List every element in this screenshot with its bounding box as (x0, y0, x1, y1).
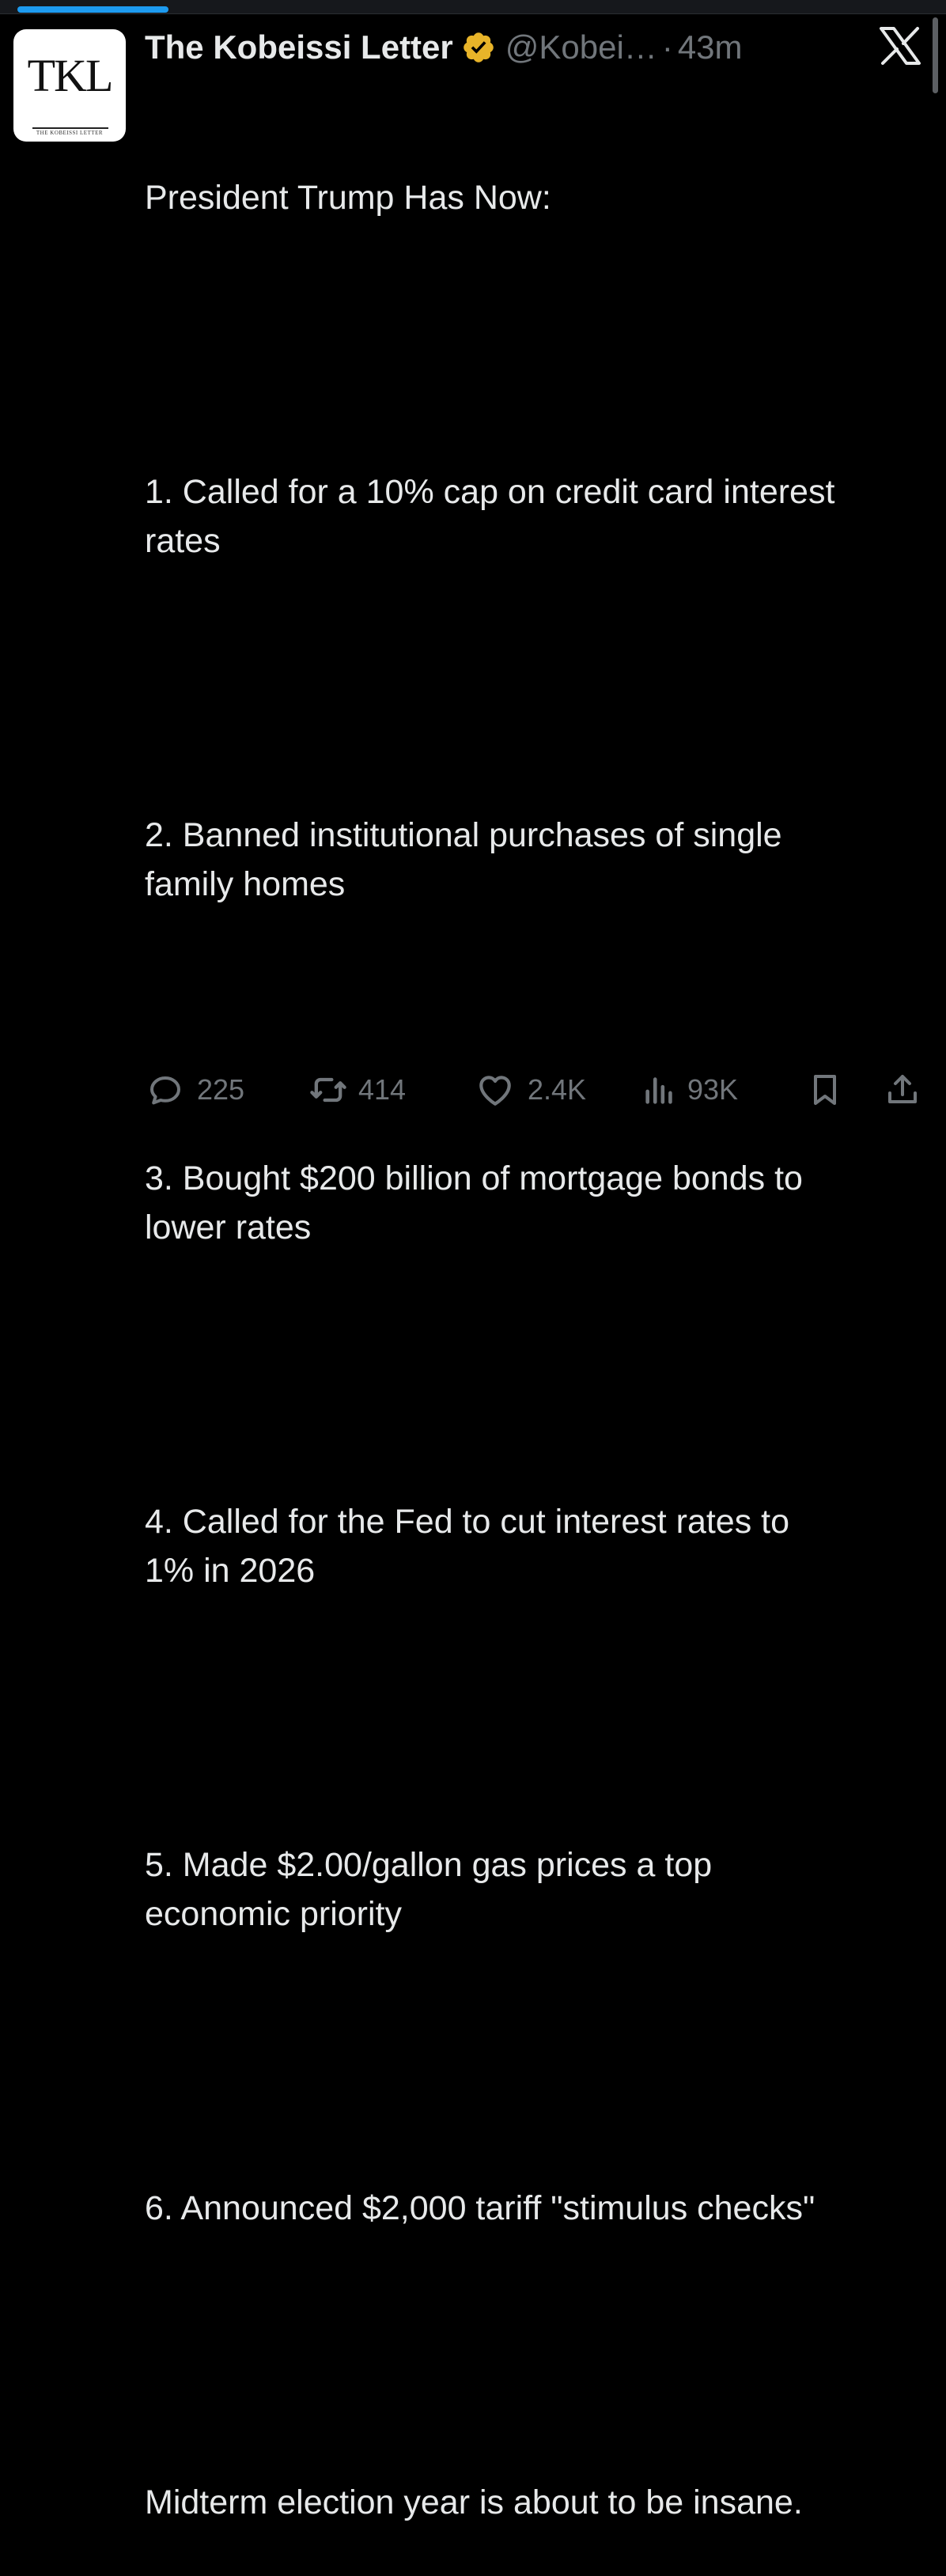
author-name[interactable]: The Kobeissi Letter (145, 28, 453, 66)
avatar-divider (32, 127, 108, 129)
avatar[interactable] (13, 29, 126, 142)
views-bar-icon (641, 1072, 678, 1108)
heart-icon (475, 1070, 515, 1110)
views-count: 93K (687, 1073, 739, 1106)
tweet-timestamp[interactable]: 43m (677, 28, 743, 66)
tweet-point-6: 6. Announced $2,000 tariff "stimulus checks" (145, 2189, 815, 2227)
loading-progress-bar (17, 6, 168, 13)
share-upload-icon (884, 1071, 921, 1109)
reply-button[interactable] (146, 1068, 244, 1112)
tweet-intro: President Trump Has Now: (145, 179, 551, 217)
tweet-point-2: 2. Banned institutional purchases of single family homes (145, 816, 782, 903)
tweet-actions (145, 1068, 928, 1112)
repost-icon (308, 1069, 349, 1110)
avatar-logo-subtitle: THE KOBEISSI LETTER (36, 130, 104, 136)
tweet-header (145, 25, 743, 70)
tweet-point-5: 5. Made $2.00/gallon gas prices a top economic priority (145, 1846, 713, 1933)
like-count: 2.4K (528, 1073, 587, 1106)
x-close-icon[interactable] (876, 24, 924, 68)
author-handle[interactable]: @Kobei… (505, 28, 657, 66)
bookmark-button[interactable] (806, 1068, 844, 1112)
repost-count: 414 (358, 1073, 407, 1106)
tweet-point-3: 3. Bought $200 billion of mortgage bonds to lower rates (145, 1159, 803, 1246)
like-button[interactable] (475, 1068, 586, 1112)
tweet-point-1: 1. Called for a 10% cap on credit card interest rates (145, 473, 835, 560)
reply-count: 225 (197, 1073, 245, 1106)
tweet-text (145, 75, 936, 2576)
header-separator: · (661, 28, 673, 66)
reply-bubble-icon (146, 1071, 184, 1109)
top-bar (0, 0, 946, 14)
repost-button[interactable] (308, 1068, 406, 1112)
avatar-logo-mark: TKL (27, 50, 112, 101)
tweet-closing: Midterm election year is about to be insane. (145, 2483, 803, 2521)
share-button[interactable] (884, 1068, 921, 1112)
views-button[interactable] (641, 1068, 738, 1112)
tweet-point-4: 4. Called for the Fed to cut interest rates to 1% in 2026 (145, 1503, 790, 1590)
verified-badge-icon[interactable] (461, 30, 496, 65)
bookmark-icon (806, 1071, 844, 1109)
